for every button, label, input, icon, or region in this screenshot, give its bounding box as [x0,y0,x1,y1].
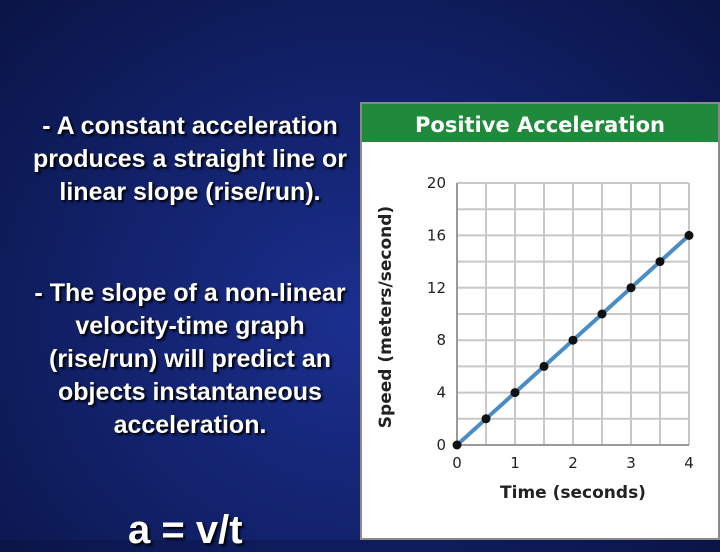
chart-frame [361,103,719,539]
velocity-time-chart [360,102,720,540]
data-point [453,441,462,450]
text-constant-acceleration: - A constant acceleration produces a straight line or linear slope (rise/run). [33,112,347,206]
acceleration-formula: a = v/t [128,508,243,552]
y-tick-label: 4 [436,383,446,402]
y-axis-label: Speed (meters/second) [376,205,396,429]
x-tick-label: 4 [684,454,694,472]
data-point [656,257,665,266]
x-axis-label: Time (seconds) [500,483,646,503]
chart-panel [360,102,720,540]
data-point [482,414,491,423]
x-tick-label: 2 [568,454,578,472]
x-tick-label: 3 [626,454,636,472]
y-tick-label: 20 [426,174,446,192]
y-tick-label: 16 [426,226,446,245]
data-point [685,231,694,240]
data-point [569,336,578,345]
data-point [598,310,607,319]
x-tick-label: 0 [452,454,462,472]
data-point [627,283,636,292]
data-point [511,388,520,397]
x-tick-label: 1 [510,454,520,472]
y-tick-label: 12 [426,278,446,297]
chart-title: Positive Acceleration [415,113,665,137]
y-tick-label: 0 [436,436,446,454]
data-point [540,362,549,371]
text-non-linear-slope: - The slope of a non-linear velocity-time graph (rise/run) will predict an objects instantaneous acceleration. [34,279,346,439]
y-tick-label: 8 [436,331,446,350]
